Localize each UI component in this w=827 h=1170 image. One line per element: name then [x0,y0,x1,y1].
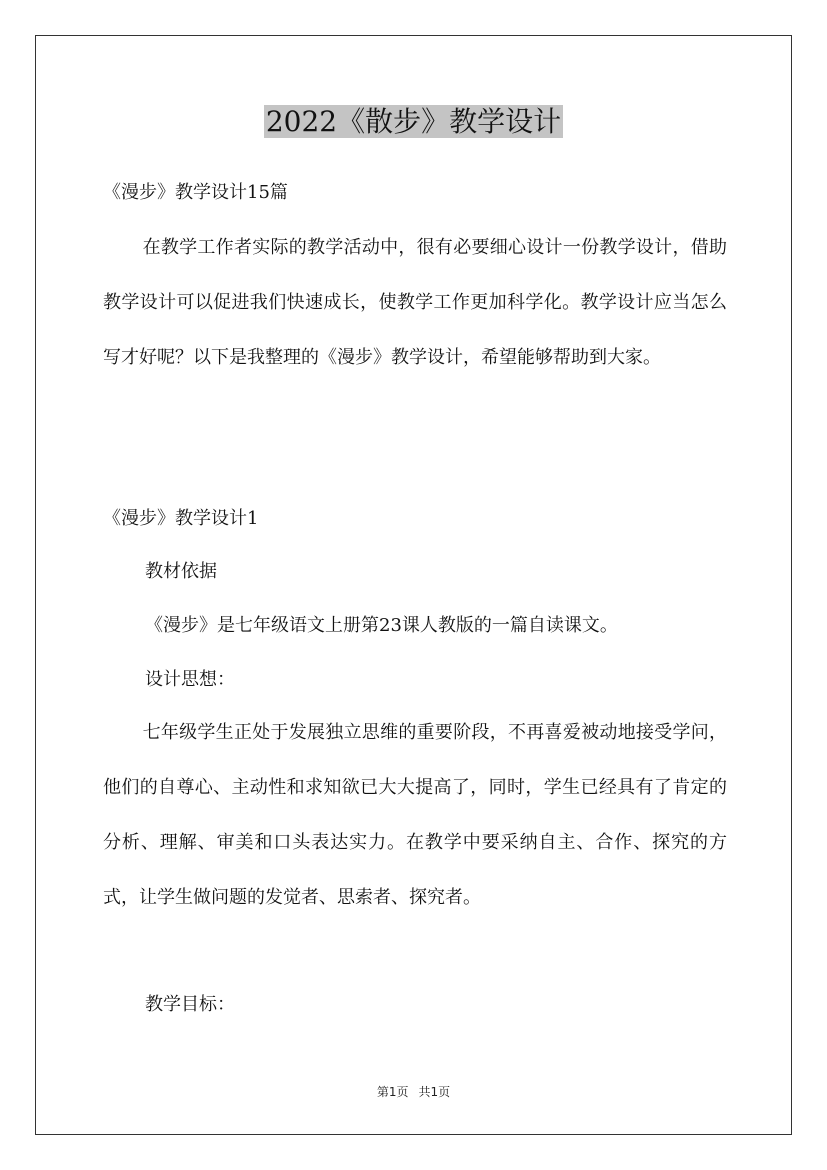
document-subtitle: 《漫步》教学设计15篇 [103,182,288,203]
page-number-current: 第1页 [376,1085,409,1099]
document-title [0,102,827,142]
goals-label: 教学目标： [145,994,235,1015]
section-heading: 《漫步》教学设计1 [103,508,259,529]
document-title-text: 2022《散步》教学设计 [265,105,562,138]
material-text: 《漫步》是七年级语文上册第23课人教版的一篇自读课文。 [145,615,618,636]
material-label: 教材依据 [145,561,217,582]
page-footer [0,1083,827,1100]
page-number-total: 共1页 [418,1085,451,1099]
design-paragraph: 七年级学生正处于发展独立思维的重要阶段，不再喜爱被动地接受学问，他们的自尊心、主动性和求知欲已大大提高了，同时，学生已经具有了肯定的分析、理解、审美和口头表达实力。在教学中要采纳自主、合作、探究的方式，让学生做问题的发觉者、思索者、探究者。 [103,722,727,908]
design-label: 设计思想： [145,669,235,690]
intro-paragraph: 在教学工作者实际的教学活动中，很有必要细心设计一份教学设计，借助教学设计可以促进我们快速成长，使教学工作更加科学化。教学设计应当怎么写才好呢？以下是我整理的《漫步》教学设计，希望能够帮助到大家。 [103,237,727,368]
